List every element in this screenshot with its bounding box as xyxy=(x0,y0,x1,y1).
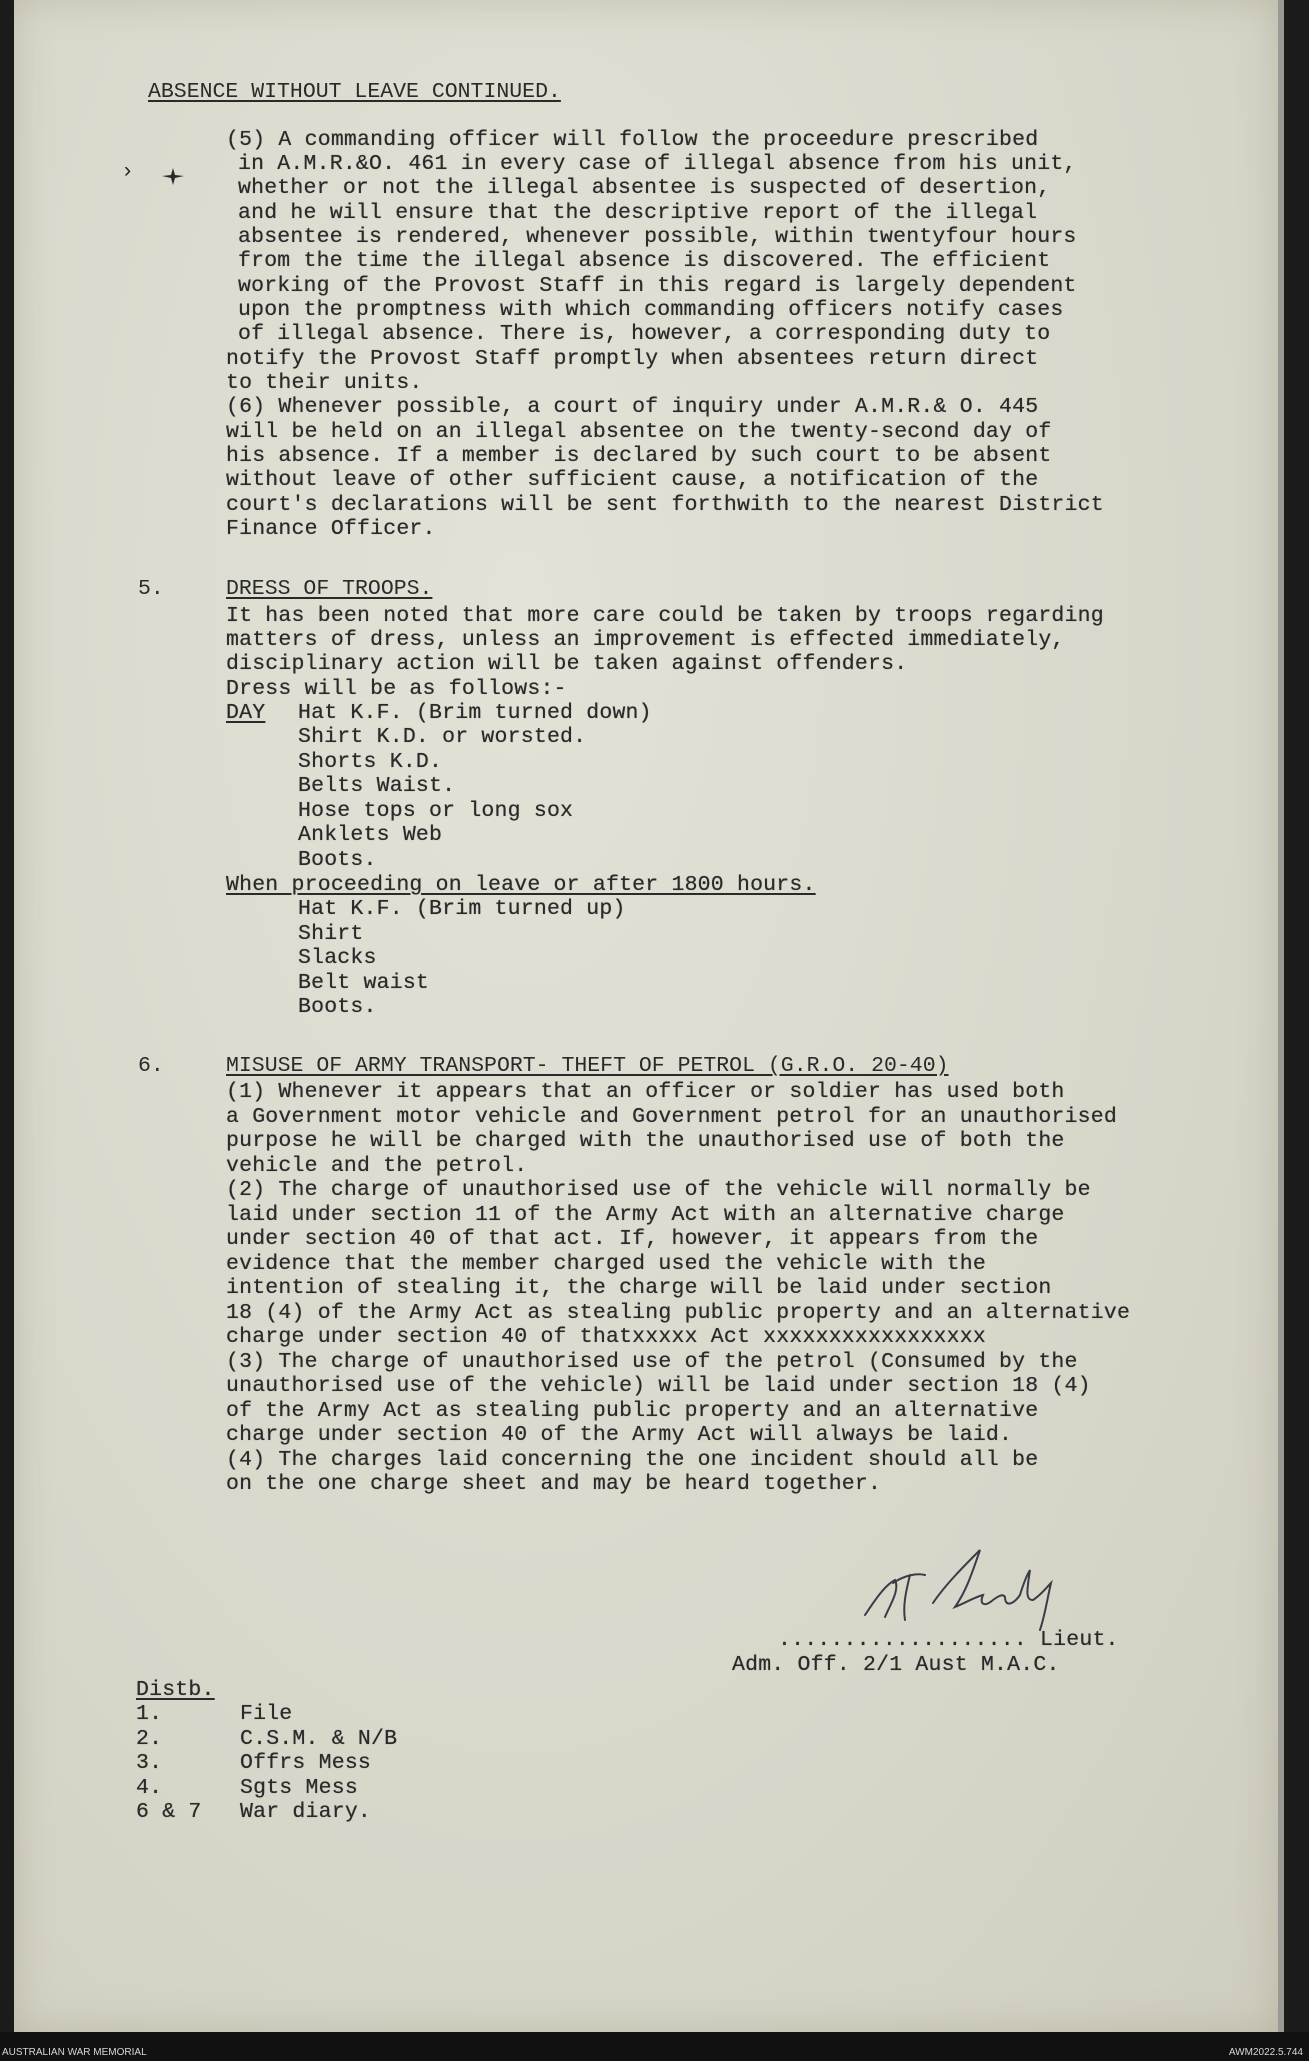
section-6-line: (1) Whenever it appears that an officer or soldier has used both xyxy=(226,1080,1065,1104)
para-5-line: of illegal absence. There is, however, a corresponding duty to xyxy=(238,322,1051,346)
para-5-line: from the time the illegal absence is discovered. The efficient xyxy=(238,249,1051,273)
para-5-line: (5) A commanding officer will follow the proceedure prescribed xyxy=(226,128,1039,152)
section-6-line: on the one charge sheet and may be heard together. xyxy=(226,1472,882,1496)
section-6-line: intention of stealing it, the charge will be laid under section xyxy=(226,1276,1052,1300)
distribution-num: 3. xyxy=(136,1751,163,1775)
para-5-line: absentee is rendered, whenever possible, within twentyfour hours xyxy=(238,225,1077,249)
leave-heading: When proceeding on leave or after 1800 hours. xyxy=(226,873,816,897)
dress-item: Hat K.F. (Brim turned up) xyxy=(298,897,626,921)
distribution-label: Sgts Mess xyxy=(240,1776,358,1800)
para-6-line: Finance Officer. xyxy=(226,517,436,541)
section-6-line: laid under section 11 of the Army Act with an alternative charge xyxy=(226,1203,1065,1227)
section-5-line: Dress will be as follows:- xyxy=(226,677,567,701)
distribution-heading: Distb. xyxy=(136,1678,215,1702)
dress-item: Shorts K.D. xyxy=(298,750,443,774)
section-6-line: evidence that the member charged used the vehicle with the xyxy=(226,1252,986,1276)
distribution-label: C.S.M. & N/B xyxy=(240,1727,398,1751)
archive-reference: AWM2022.5.744 xyxy=(1228,2047,1303,2058)
archive-footer xyxy=(0,2032,1309,2061)
dress-item: Hat K.F. (Brim turned down) xyxy=(298,701,652,725)
section-6-line: 18 (4) of the Army Act as stealing public property and an alternative xyxy=(226,1301,1131,1325)
section-heading: MISUSE OF ARMY TRANSPORT- THEFT OF PETROL (G.R.O. 20-40) xyxy=(226,1054,949,1078)
section-5-line: disciplinary action will be taken against offenders. xyxy=(226,652,908,676)
section-6-line: unauthorised use of the vehicle) will be laid under section 18 (4) xyxy=(226,1374,1091,1398)
dress-item: Anklets Web xyxy=(298,823,443,847)
distribution-num: 6 & 7 xyxy=(136,1800,202,1824)
distribution-label: Offrs Mess xyxy=(240,1751,372,1775)
section-6-line: charge under section 40 of the Army Act will always be laid. xyxy=(226,1423,1013,1447)
page-title: ABSENCE WITHOUT LEAVE CONTINUED. xyxy=(148,80,561,104)
page-edge xyxy=(1278,0,1284,2032)
para-5-line: whether or not the illegal absentee is suspected of desertion, xyxy=(238,176,1051,200)
para-6-line: will be held on an illegal absentee on the twenty-second day of xyxy=(226,420,1052,444)
para-5-line: working of the Provost Staff in this regard is largely dependent xyxy=(238,274,1077,298)
para-5-line: in A.M.R.&O. 461 in every case of illegal absence from his unit, xyxy=(238,152,1077,176)
punch-hole-mark xyxy=(160,166,186,186)
dress-item: Boots. xyxy=(298,995,377,1019)
dress-item: Belts Waist. xyxy=(298,774,456,798)
dress-item: Hose tops or long sox xyxy=(298,799,574,823)
para-6-line: (6) Whenever possible, a court of inquiry under A.M.R.& O. 445 xyxy=(226,395,1039,419)
section-number: 5. xyxy=(138,577,164,601)
distribution-label: File xyxy=(240,1702,293,1726)
section-5-line: matters of dress, unless an improvement is effected immediately, xyxy=(226,628,1065,652)
section-6-line: (2) The charge of unauthorised use of the vehicle will normally be xyxy=(226,1178,1091,1202)
section-5-line: It has been noted that more care could be taken by troops regarding xyxy=(226,604,1104,628)
signature-rank-line: ................... Lieut. xyxy=(778,1628,1119,1652)
section-6-line: vehicle and the petrol. xyxy=(226,1154,528,1178)
dress-item: Belt waist xyxy=(298,971,430,995)
para-5-line: to their units. xyxy=(226,371,423,395)
dress-item: Shirt xyxy=(298,922,364,946)
para-5-line: notify the Provost Staff promptly when absentees return direct xyxy=(226,347,1039,371)
section-6-line: of the Army Act as stealing public property and an alternative xyxy=(226,1399,1039,1423)
para-5-line: upon the promptness with which commanding officers notify cases xyxy=(238,298,1064,322)
dress-item: Shirt K.D. or worsted. xyxy=(298,725,587,749)
distribution-label: War diary. xyxy=(240,1800,372,1824)
section-6-line: purpose he will be charged with the unauthorised use of both the xyxy=(226,1129,1065,1153)
distribution-num: 4. xyxy=(136,1776,163,1800)
section-heading: DRESS OF TROOPS. xyxy=(226,577,433,601)
margin-mark: › xyxy=(121,160,134,184)
section-6-line: a Government motor vehicle and Government petrol for an unauthorised xyxy=(226,1105,1117,1129)
handwritten-signature xyxy=(855,1545,1085,1635)
section-6-line: under section 40 of that act. If, however, it appears from the xyxy=(226,1227,1039,1251)
signature-appointment: Adm. Off. 2/1 Aust M.A.C. xyxy=(732,1653,1060,1677)
distribution-num: 1. xyxy=(136,1702,163,1726)
archive-name: AUSTRALIAN WAR MEMORIAL xyxy=(2,2047,147,2058)
para-6-line: court's declarations will be sent forthwith to the nearest District xyxy=(226,493,1104,517)
para-5-line: and he will ensure that the descriptive report of the illegal xyxy=(238,201,1038,225)
para-6-line: without leave of other sufficient cause, a notification of the xyxy=(226,468,1039,492)
section-number: 6. xyxy=(138,1054,164,1078)
section-6-line: (4) The charges laid concerning the one incident should all be xyxy=(226,1448,1039,1472)
section-6-line: (3) The charge of unauthorised use of the petrol (Consumed by the xyxy=(226,1350,1078,1374)
dress-item: Slacks xyxy=(298,946,377,970)
section-6-line: charge under section 40 of thatxxxxx Act xxxxxxxxxxxxxxxxx xyxy=(226,1325,986,1349)
distribution-num: 2. xyxy=(136,1727,163,1751)
para-6-line: his absence. If a member is declared by such court to be absent xyxy=(226,444,1052,468)
dress-item: Boots. xyxy=(298,848,377,872)
day-label: DAY xyxy=(226,701,266,725)
